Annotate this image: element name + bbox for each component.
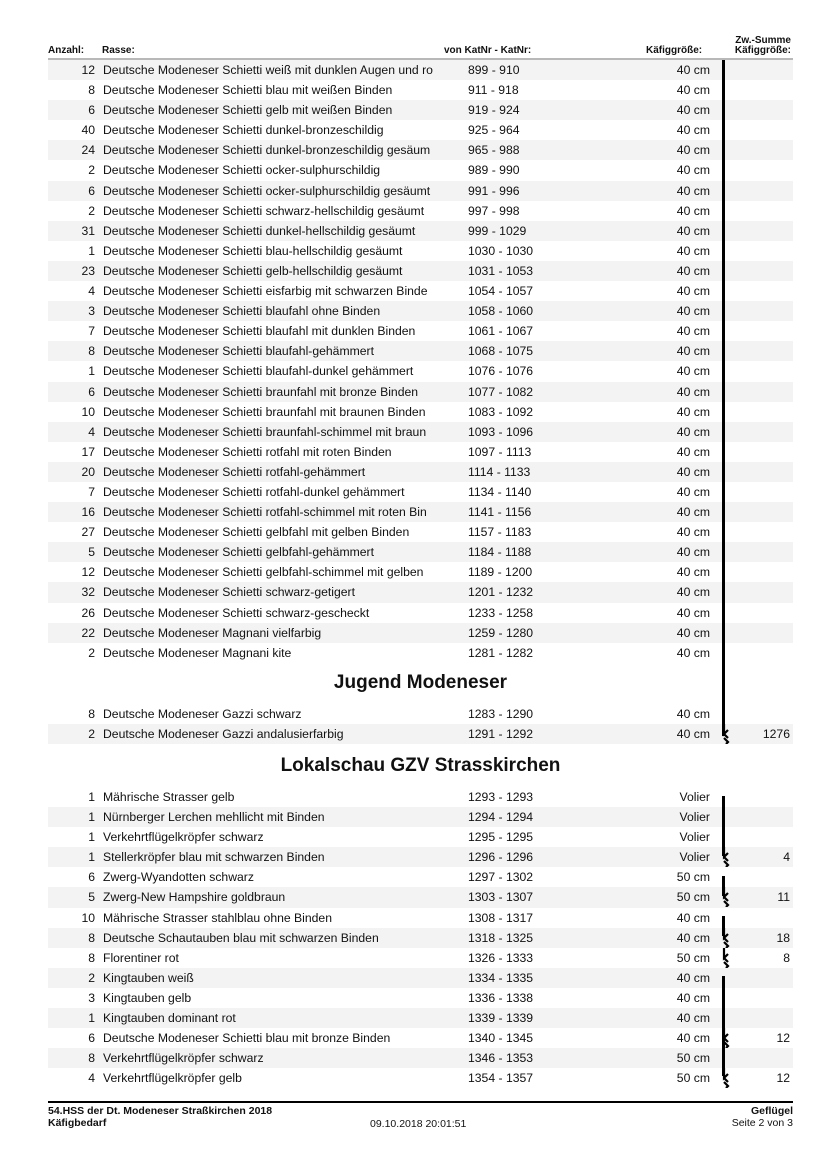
table-row [48,181,793,201]
cell-anzahl: 27 [81,525,95,540]
cell-anzahl: 1 [88,364,95,379]
bracket-end-arrow-icon [722,928,744,948]
header-rasse: Rasse: [102,45,135,56]
table-row [48,261,793,281]
cell-kaefiggroesse: 40 cm [676,525,710,540]
table-row [48,522,793,542]
cell-katnr: 1296 - 1296 [468,850,534,865]
cell-kaefiggroesse: 50 cm [676,950,710,965]
cell-anzahl: 6 [88,183,95,198]
cell-rasse: Stellerkröpfer blau mit schwarzen Binden [103,850,325,865]
subtotal-bracket-line [722,976,725,1056]
cell-rasse: Deutsche Modeneser Schietti eisfarbig mit schwarzen Binde [103,284,428,299]
subtotal-bracket-line [722,916,725,936]
cell-kaefiggroesse: 40 cm [676,605,710,620]
bracket-end-arrow-icon [722,887,744,907]
cell-zwsumme: 8 [783,950,790,965]
table-row [48,341,793,361]
table-body-group1 [48,60,793,663]
cell-rasse: Deutsche Modeneser Schietti schwarz-hellschildig gesäumt [103,203,425,218]
cell-anzahl: 1 [88,830,95,845]
table-row [48,281,793,301]
footer-left [48,1105,272,1129]
cell-kaefiggroesse: 40 cm [676,163,710,178]
subtotal-bracket-line [722,1056,725,1076]
cell-kaefiggroesse: 40 cm [676,990,710,1005]
bracket-end-arrow-icon [722,1068,744,1088]
cell-katnr: 1061 - 1067 [468,324,534,339]
footer-right [732,1105,793,1129]
cell-katnr: 1334 - 1335 [468,970,534,985]
table-row [48,241,793,261]
cell-zwsumme: 11 [777,890,790,905]
cell-kaefiggroesse: Volier [679,790,710,804]
table-row [48,968,793,988]
subtotal-bracket-line [722,876,725,896]
cell-rasse: Deutsche Modeneser Schietti gelbfahl-schimmel mit gelben [103,565,424,580]
cell-katnr: 1134 - 1140 [468,484,532,499]
cell-katnr: 1303 - 1307 [468,890,534,905]
cell-anzahl: 20 [81,464,95,479]
table-row [48,402,793,422]
footer-timestamp: 09.10.2018 20:01:51 [370,1118,467,1130]
cell-anzahl: 2 [88,727,95,742]
cell-katnr: 1083 - 1092 [468,404,534,419]
cell-kaefiggroesse: 40 cm [676,384,710,399]
cell-katnr: 997 - 998 [468,203,520,218]
cell-katnr: 965 - 988 [468,143,520,158]
cell-rasse: Deutsche Modeneser Schietti gelbfahl-gehämmert [103,545,374,560]
header-anzahl: Anzahl: [48,45,85,56]
table-row [48,724,793,744]
cell-anzahl: 1 [88,1011,95,1026]
cell-rasse: Deutsche Modeneser Schietti schwarz-getigert [103,585,355,600]
cell-rasse: Deutsche Modeneser Schietti braunfahl-schimmel mit braun [103,424,427,439]
cell-anzahl: 1 [88,790,95,804]
cell-kaefiggroesse: 40 cm [676,444,710,459]
cell-katnr: 1281 - 1282 [468,645,534,660]
table-row [48,582,793,602]
header-zwsumme-line2: Käfiggröße: [734,45,791,56]
cell-anzahl: 2 [88,163,95,178]
cell-anzahl: 2 [88,645,95,660]
cell-kaefiggroesse: 50 cm [676,1071,710,1086]
cell-kaefiggroesse: 40 cm [676,1031,710,1046]
cell-rasse: Deutsche Modeneser Schietti ocker-sulphurschildig gesäumt [103,183,431,198]
cell-rasse: Deutsche Modeneser Schietti blaufahl ohne Binden [103,304,381,319]
cell-anzahl: 1 [88,243,95,258]
cell-katnr: 1354 - 1357 [468,1071,534,1086]
cell-anzahl: 4 [88,1071,95,1086]
table-row [48,201,793,221]
cell-anzahl: 4 [88,424,95,439]
table-body-jugend [48,704,793,744]
cell-anzahl: 16 [81,505,95,520]
table-row [48,482,793,502]
cell-katnr: 1294 - 1294 [468,810,534,825]
cell-kaefiggroesse: 40 cm [676,404,710,419]
cell-rasse: Deutsche Modeneser Schietti schwarz-gescheckt [103,605,370,620]
header-katnr: von KatNr - KatNr: [444,45,532,56]
cell-kaefiggroesse: 40 cm [676,424,710,439]
cell-katnr: 1291 - 1292 [468,727,534,742]
table-row [48,361,793,381]
cell-katnr: 1068 - 1075 [468,344,534,359]
cell-katnr: 1295 - 1295 [468,830,534,845]
cell-rasse: Mährische Strasser stahlblau ohne Binden [103,910,332,925]
cell-kaefiggroesse: 40 cm [676,970,710,985]
bracket-end-arrow-icon [722,724,744,744]
cell-katnr: 1259 - 1280 [468,625,534,640]
cell-anzahl: 4 [88,284,95,299]
table-row [48,422,793,442]
cell-katnr: 1201 - 1232 [468,585,534,600]
cell-rasse: Zwerg-Wyandotten schwarz [103,870,254,885]
cell-katnr: 1308 - 1317 [468,910,534,925]
cell-kaefiggroesse: 40 cm [676,707,710,721]
cell-rasse: Deutsche Modeneser Gazzi andalusierfarbig [103,727,344,742]
cell-anzahl: 12 [81,565,95,580]
cell-katnr: 1030 - 1030 [468,243,534,258]
cell-kaefiggroesse: 50 cm [676,890,710,905]
cell-anzahl: 6 [88,1031,95,1046]
table-row [48,887,793,907]
table-row [48,908,793,928]
cell-anzahl: 31 [81,223,95,238]
cell-anzahl: 1 [88,850,95,865]
cell-kaefiggroesse: 40 cm [676,364,710,379]
table-row [48,442,793,462]
cell-katnr: 1076 - 1076 [468,364,534,379]
cell-zwsumme: 1276 [762,727,790,742]
cell-kaefiggroesse: 40 cm [676,183,710,198]
cell-zwsumme: 18 [776,930,790,945]
cell-katnr: 1093 - 1096 [468,424,534,439]
cell-anzahl: 8 [88,707,95,721]
cell-anzahl: 23 [81,263,95,278]
cell-katnr: 989 - 990 [468,163,520,178]
section-title-jugend: Jugend Modeneser [333,672,508,693]
cell-rasse: Deutsche Modeneser Schietti blau mit weißen Binden [103,83,393,98]
table-row [48,948,793,968]
header-zwsumme [735,36,791,56]
table-row [48,160,793,180]
cell-kaefiggroesse: 40 cm [676,585,710,600]
cell-kaefiggroesse: 40 cm [676,143,710,158]
cell-kaefiggroesse: 40 cm [676,645,710,660]
table-row [48,807,793,827]
cell-kaefiggroesse: 40 cm [676,243,710,258]
cell-anzahl: 5 [88,545,95,560]
subtotal-bracket-line [722,796,725,856]
cell-kaefiggroesse: 40 cm [676,263,710,278]
cell-katnr: 1233 - 1258 [468,605,534,620]
cell-katnr: 1054 - 1057 [468,284,534,299]
footer-page-number: Seite 2 von 3 [731,1117,793,1129]
table-row [48,1008,793,1028]
cell-kaefiggroesse: 40 cm [676,284,710,299]
cell-katnr: 1184 - 1188 [468,545,532,560]
cell-katnr: 1114 - 1133 [468,464,531,479]
cell-rasse: Deutsche Modeneser Schietti weiß mit dunklen Augen und ro [103,63,433,77]
cell-kaefiggroesse: 50 cm [676,1051,710,1066]
table-header [48,30,793,60]
cell-katnr: 899 - 910 [468,63,520,77]
table-body-lokalschau [48,787,793,1088]
cell-kaefiggroesse: 40 cm [676,83,710,98]
cell-kaefiggroesse: 40 cm [676,344,710,359]
cell-rasse: Deutsche Modeneser Schietti blaufahl-gehämmert [103,344,374,359]
cell-kaefiggroesse: 40 cm [676,505,710,520]
cell-anzahl: 1 [88,810,95,825]
cell-anzahl: 3 [88,304,95,319]
table-row [48,502,793,522]
cell-rasse: Deutsche Modeneser Schietti dunkel-bronzeschildig gesäum [103,143,431,158]
cell-katnr: 1189 - 1200 [468,565,533,580]
table-row [48,120,793,140]
cell-rasse: Verkehrtflügelkröpfer schwarz [103,1051,264,1066]
cell-kaefiggroesse: 40 cm [676,223,710,238]
cell-rasse: Deutsche Schautauben blau mit schwarzen Binden [103,930,379,945]
table-row [48,382,793,402]
cell-anzahl: 26 [81,605,95,620]
cell-rasse: Deutsche Modeneser Schietti rotfahl-dunkel gehämmert [103,484,405,499]
cell-rasse: Deutsche Modeneser Magnani vielfarbig [103,625,322,640]
table-row [48,1048,793,1068]
table-row [48,867,793,887]
cell-anzahl: 10 [81,404,95,419]
cell-zwsumme: 12 [776,1071,790,1086]
cell-rasse: Deutsche Modeneser Schietti braunfahl mit bronze Binden [103,384,419,399]
cell-katnr: 1336 - 1338 [468,990,534,1005]
cell-kaefiggroesse: 40 cm [676,203,710,218]
cell-rasse: Deutsche Modeneser Schietti rotfahl-schimmel mit roten Bin [103,505,427,520]
cell-katnr: 991 - 996 [468,183,520,198]
cell-kaefiggroesse: 40 cm [676,464,710,479]
table-row [48,100,793,120]
cell-kaefiggroesse: 40 cm [676,625,710,640]
cell-kaefiggroesse: 40 cm [676,484,710,499]
cell-anzahl: 8 [88,1051,95,1066]
subtotal-bracket-line [722,60,725,736]
table-row [48,603,793,623]
table-row [48,542,793,562]
cell-anzahl: 2 [88,203,95,218]
cell-anzahl: 2 [88,970,95,985]
cell-katnr: 925 - 964 [468,123,520,138]
header-zwsumme-line1: Zw.-Summe [735,35,791,46]
cell-anzahl: 8 [88,950,95,965]
table-row [48,1028,793,1048]
cell-anzahl: 6 [88,870,95,885]
section-title-lokalschau: Lokalschau GZV Strasskirchen [280,755,561,776]
table-row [48,704,793,724]
cell-rasse: Kingtauben dominant rot [103,1011,236,1026]
table-row [48,462,793,482]
cell-kaefiggroesse: Volier [679,850,710,865]
cell-anzahl: 5 [88,890,95,905]
cell-katnr: 1283 - 1290 [468,707,534,721]
cell-rasse: Zwerg-New Hampshire goldbraun [103,890,286,905]
cell-anzahl: 6 [88,103,95,118]
cell-katnr: 919 - 924 [468,103,520,118]
cell-katnr: 1058 - 1060 [468,304,534,319]
cell-rasse: Mährische Strasser gelb [103,790,235,804]
footer-subtitle: Käfigbedarf [48,1117,107,1129]
cell-kaefiggroesse: 40 cm [676,123,710,138]
cell-kaefiggroesse: 40 cm [676,103,710,118]
table-row [48,221,793,241]
cell-katnr: 1346 - 1353 [468,1051,534,1066]
cell-anzahl: 24 [81,143,95,158]
cell-katnr: 1097 - 1113 [468,444,532,459]
cell-katnr: 1297 - 1302 [468,870,534,885]
cell-zwsumme: 12 [776,1031,790,1046]
bracket-end-arrow-icon [722,847,744,867]
cell-anzahl: 6 [88,384,95,399]
cell-rasse: Florentiner rot [103,950,179,965]
cell-kaefiggroesse: 40 cm [676,545,710,560]
table-row [48,847,793,867]
cell-anzahl: 3 [88,990,95,1005]
cell-kaefiggroesse: 40 cm [676,727,710,742]
cell-anzahl: 8 [88,344,95,359]
table-row [48,321,793,341]
cell-katnr: 1077 - 1082 [468,384,534,399]
cell-kaefiggroesse: 40 cm [676,63,710,77]
cell-rasse: Verkehrtflügelkröpfer schwarz [103,830,264,845]
cell-rasse: Deutsche Modeneser Schietti dunkel-bronzeschildig [103,123,384,138]
table-row [48,988,793,1008]
cell-katnr: 1141 - 1156 [468,505,532,520]
cell-rasse: Nürnberger Lerchen mehllicht mit Binden [103,810,325,825]
table-row [48,140,793,160]
cell-kaefiggroesse: 50 cm [676,870,710,885]
table-row [48,301,793,321]
table-row [48,562,793,582]
cell-rasse: Kingtauben weiß [103,970,194,985]
cell-katnr: 999 - 1029 [468,223,527,238]
cell-katnr: 1293 - 1293 [468,790,534,804]
cell-kaefiggroesse: 40 cm [676,324,710,339]
table-row [48,928,793,948]
cell-rasse: Deutsche Modeneser Schietti ocker-sulphurschildig [103,163,381,178]
cell-rasse: Deutsche Modeneser Schietti blaufahl-dunkel gehämmert [103,364,414,379]
cell-rasse: Deutsche Modeneser Schietti gelbfahl mit gelben Binden [103,525,410,540]
table-row [48,1068,793,1088]
header-kaefiggroesse: Käfiggröße: [646,45,703,56]
cell-kaefiggroesse: Volier [679,810,710,825]
cell-rasse: Deutsche Modeneser Schietti rotfahl mit roten Binden [103,444,392,459]
cell-katnr: 1031 - 1053 [468,263,534,278]
cell-rasse: Deutsche Modeneser Gazzi schwarz [103,707,302,721]
cell-rasse: Deutsche Modeneser Schietti dunkel-hellschildig gesäumt [103,223,416,238]
cell-katnr: 911 - 918 [468,83,519,98]
table-row [48,60,793,80]
table-row [48,787,793,807]
cell-kaefiggroesse: 40 cm [676,1011,710,1026]
cell-rasse: Deutsche Modeneser Schietti blau mit bronze Binden [103,1031,391,1046]
cell-katnr: 1318 - 1325 [468,930,534,945]
cell-katnr: 1326 - 1333 [468,950,534,965]
cell-anzahl: 8 [88,83,95,98]
cell-rasse: Kingtauben gelb [103,990,192,1005]
cell-rasse: Deutsche Modeneser Schietti rotfahl-gehämmert [103,464,366,479]
cell-anzahl: 7 [88,324,95,339]
cell-katnr: 1339 - 1339 [468,1011,534,1026]
page-footer [48,1101,793,1130]
cell-anzahl: 32 [81,585,95,600]
table-row [48,80,793,100]
cell-kaefiggroesse: Volier [679,830,710,845]
cell-rasse: Verkehrtflügelkröpfer gelb [103,1071,242,1086]
cell-rasse: Deutsche Modeneser Schietti gelb-hellschildig gesäumt [103,263,403,278]
cell-anzahl: 7 [88,484,95,499]
cell-rasse: Deutsche Modeneser Schietti blaufahl mit dunklen Binden [103,324,416,339]
cell-rasse: Deutsche Modeneser Schietti braunfahl mit braunen Binden [103,404,426,419]
cell-anzahl: 8 [88,930,95,945]
bracket-end-arrow-icon [722,1028,744,1048]
cell-anzahl: 22 [81,625,95,640]
cell-kaefiggroesse: 40 cm [676,304,710,319]
footer-title: 54.HSS der Dt. Modeneser Straßkirchen 2018 [48,1105,273,1117]
table-row [48,623,793,643]
cell-zwsumme: 4 [783,850,790,865]
footer-category: Geflügel [750,1105,793,1117]
cell-kaefiggroesse: 40 cm [676,910,710,925]
cell-katnr: 1340 - 1345 [468,1031,534,1046]
cell-anzahl: 40 [81,123,95,138]
table-row [48,643,793,663]
bracket-end-arrow-icon [722,948,744,968]
cell-rasse: Deutsche Modeneser Schietti blau-hellschildig gesäumt [103,243,403,258]
cell-katnr: 1157 - 1183 [468,525,532,540]
cell-kaefiggroesse: 40 cm [676,565,710,580]
cell-kaefiggroesse: 40 cm [676,930,710,945]
table-row [48,827,793,847]
cell-rasse: Deutsche Modeneser Magnani kite [103,645,292,660]
cell-rasse: Deutsche Modeneser Schietti gelb mit weißen Binden [103,103,393,118]
cell-anzahl: 12 [81,63,95,77]
cell-anzahl: 10 [81,910,95,925]
cell-anzahl: 17 [81,444,95,459]
